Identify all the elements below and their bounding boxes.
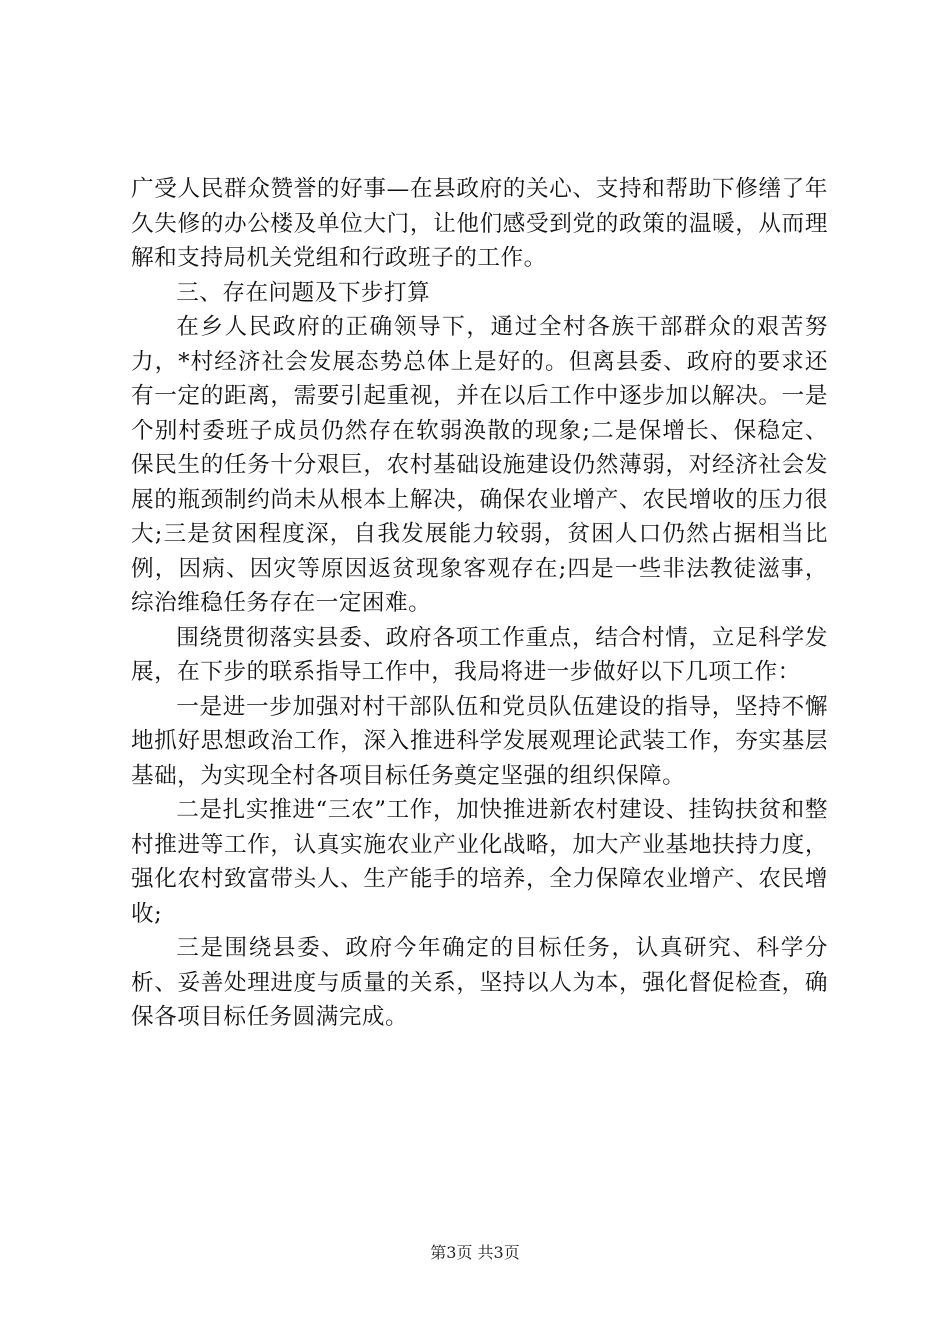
paragraph-plan-intro: 围绕贯彻落实县委、政府各项工作重点，结合村情，立足科学发展，在下步的联系指导工作中，我局将进一步做好以下几项工作： [131, 624, 828, 685]
page-number-footer: 第3页 共3页 [430, 1243, 520, 1262]
paragraph-plan-item-2: 二是扎实推进“三农”工作，加快推进新农村建设、挂钩扶贫和整村推进等工作，认真实施农业产业化战略，加大产业基地扶持力度，强化农村致富带头人、生产能手的培养，全力保障农业增产、农民增收; [131, 797, 828, 927]
document-body [131, 172, 828, 1035]
paragraph-plan-item-3: 三是围绕县委、政府今年确定的目标任务，认真研究、科学分析、妥善处理进度与质量的关系，坚持以人为本，强化督促检查，确保各项目标任务圆满完成。 [131, 935, 828, 1030]
paragraph-continuation: 广受人民群众赞誉的好事—在县政府的关心、支持和帮助下修缮了年久失修的办公楼及单位大门，让他们感受到党的政策的温暖，从而理解和支持局机关党组和行政班子的工作。 [131, 176, 828, 271]
section-heading: 三、存在问题及下步打算 [176, 279, 431, 306]
paragraph-plan-item-1: 一是进一步加强对村干部队伍和党员队伍建设的指导，坚持不懈地抓好思想政治工作，深入推进科学发展观理论武装工作，夯实基层基础，为实现全村各项目标任务奠定坚强的组织保障。 [131, 693, 828, 789]
paragraph-problems: 在乡人民政府的正确领导下，通过全村各族干部群众的艰苦努力，*村经济社会发展态势总体上是好的。但离县委、政府的要求还有一定的距离，需要引起重视，并在以后工作中逐步加以解决。一是个别村委班子成员仍然存在软弱涣散的现象;二是保增长、保稳定、保民生的任务十分艰巨，农村基础设施建设仍然薄弱，对经济社会发展的瓶颈制约尚未从根本上解决，确保农业增产、农民增收的压力很大;三是贫困程度深，自我发展能力较弱，贫困人口仍然占据相当比例，因病、因灾等原因返贫现象客观存在;四是一些非法教徒滋事，综治维稳任务存在一定困难。 [131, 314, 828, 616]
